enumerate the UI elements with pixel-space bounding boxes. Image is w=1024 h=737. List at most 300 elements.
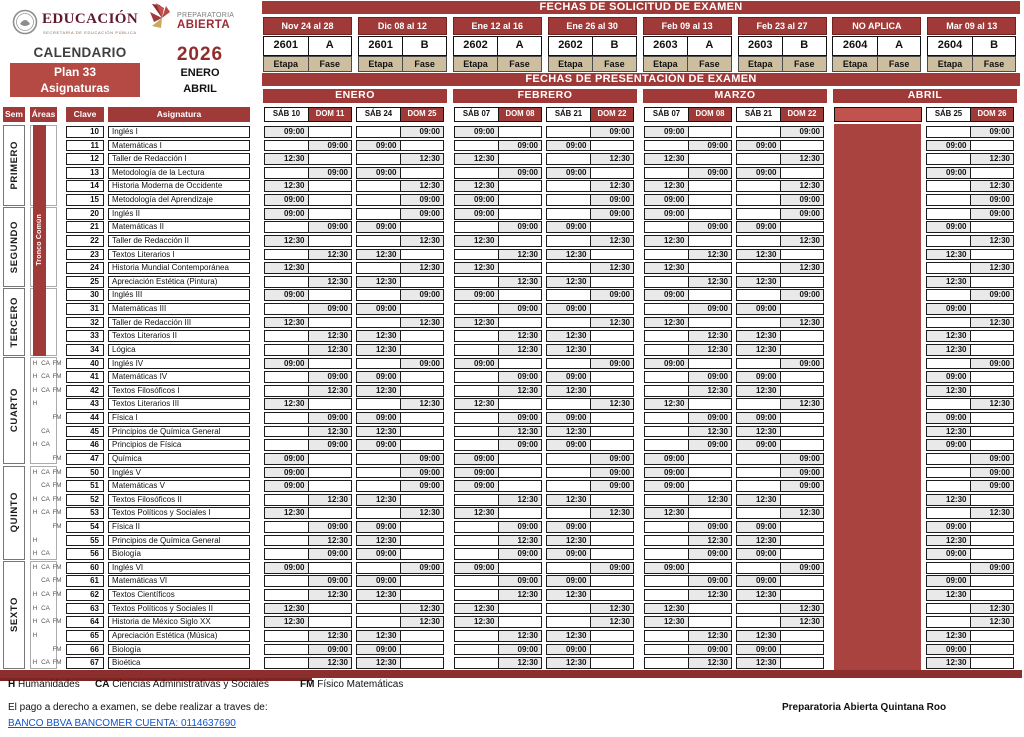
time-cell: [356, 235, 401, 247]
time-cell: [590, 412, 635, 424]
time-cell: [308, 235, 353, 247]
time-cell: [644, 330, 689, 342]
schedule-row: [0, 221, 1024, 233]
asignatura-cell: Textos Filosóficos I: [108, 385, 250, 397]
time-cell: [400, 344, 445, 356]
clave-cell: 34: [66, 344, 104, 356]
saturday-column-header: SÁB 10: [264, 107, 309, 122]
schedule-row: [0, 330, 1024, 342]
time-cell: 12:30: [356, 630, 401, 642]
time-cell: [590, 371, 635, 383]
time-cell: 09:00: [308, 412, 353, 424]
time-cell: [688, 180, 733, 192]
time-cell: [926, 317, 971, 329]
time-cell: 09:00: [498, 303, 543, 315]
time-cell: 12:30: [970, 616, 1015, 628]
clave-cell: 50: [66, 467, 104, 479]
time-cell: 12:30: [926, 589, 971, 601]
area-tag-h: H: [32, 591, 38, 599]
time-cell: [688, 289, 733, 301]
time-cell: [780, 426, 825, 438]
time-cell: [926, 358, 971, 370]
time-cell: 12:30: [736, 535, 781, 547]
time-cell: [780, 657, 825, 669]
time-cell: [546, 194, 591, 206]
time-cell: 12:30: [264, 153, 309, 165]
time-cell: [454, 167, 499, 179]
time-cell: 09:00: [970, 208, 1015, 220]
time-cell: [400, 140, 445, 152]
time-cell: 12:30: [308, 630, 353, 642]
time-cell: 09:00: [308, 167, 353, 179]
area-tag-fm: FM: [52, 563, 62, 571]
time-cell: [926, 467, 971, 479]
time-cell: [644, 385, 689, 397]
time-cell: [590, 330, 635, 342]
schedule-row: [0, 180, 1024, 192]
area-tag-fm: FM: [52, 618, 62, 626]
solicitud-date-range: Feb 23 al 27: [738, 17, 827, 35]
area-tag-h: H: [32, 604, 38, 612]
time-cell: 12:30: [970, 262, 1015, 274]
semester-label: SEXTO: [8, 597, 20, 633]
asignatura-cell: Biología: [108, 548, 250, 560]
asignatura-cell: Física I: [108, 412, 250, 424]
time-cell: 12:30: [688, 630, 733, 642]
time-cell: [498, 153, 543, 165]
time-cell: 09:00: [688, 439, 733, 451]
time-cell: 12:30: [356, 657, 401, 669]
time-cell: 12:30: [400, 153, 445, 165]
time-cell: [400, 412, 445, 424]
time-cell: [264, 167, 309, 179]
time-cell: [780, 589, 825, 601]
time-cell: [736, 603, 781, 615]
time-cell: 09:00: [926, 167, 971, 179]
time-cell: 12:30: [356, 535, 401, 547]
time-cell: 09:00: [926, 548, 971, 560]
time-cell: [454, 221, 499, 233]
time-cell: [546, 208, 591, 220]
time-cell: 12:30: [644, 507, 689, 519]
clave-cell: 41: [66, 371, 104, 383]
time-cell: 09:00: [926, 439, 971, 451]
clave-cell: 63: [66, 603, 104, 615]
time-cell: [308, 603, 353, 615]
time-cell: [736, 208, 781, 220]
time-cell: 12:30: [356, 494, 401, 506]
time-cell: 09:00: [498, 644, 543, 656]
time-cell: [780, 221, 825, 233]
etapa-value: 2603: [643, 36, 689, 56]
fase-value: B: [972, 36, 1017, 56]
area-tag-fm: FM: [52, 414, 62, 422]
clave-cell: 66: [66, 644, 104, 656]
semester-label: CUARTO: [8, 388, 20, 433]
time-cell: 09:00: [400, 467, 445, 479]
time-cell: 12:30: [970, 507, 1015, 519]
time-cell: [926, 507, 971, 519]
time-cell: [356, 453, 401, 465]
time-cell: 09:00: [736, 575, 781, 587]
time-cell: 12:30: [736, 589, 781, 601]
time-cell: 12:30: [926, 276, 971, 288]
time-cell: [780, 371, 825, 383]
clave-cell: 12: [66, 153, 104, 165]
time-cell: [736, 317, 781, 329]
time-cell: 09:00: [498, 521, 543, 533]
time-cell: [454, 371, 499, 383]
time-cell: [644, 575, 689, 587]
time-cell: 09:00: [264, 453, 309, 465]
time-cell: 09:00: [688, 371, 733, 383]
time-cell: 12:30: [264, 616, 309, 628]
time-cell: [970, 630, 1015, 642]
time-cell: [644, 276, 689, 288]
schedule-row: [0, 289, 1024, 301]
time-cell: 12:30: [546, 630, 591, 642]
time-cell: 09:00: [454, 194, 499, 206]
etapa-label: Etapa: [453, 56, 499, 73]
time-cell: 12:30: [498, 330, 543, 342]
clave-cell: 45: [66, 426, 104, 438]
time-cell: [688, 562, 733, 574]
sunday-column-header: DOM 25: [400, 107, 444, 122]
etapa-value: 2604: [927, 36, 973, 56]
schedule-row: [0, 398, 1024, 410]
solicitud-date-range: Feb 09 al 13: [643, 17, 732, 35]
time-cell: [736, 398, 781, 410]
month-header: MARZO: [643, 89, 827, 103]
clave-cell: 22: [66, 235, 104, 247]
time-cell: [356, 467, 401, 479]
asignatura-cell: Textos Científicos: [108, 589, 250, 601]
time-cell: [688, 262, 733, 274]
time-cell: 09:00: [970, 358, 1015, 370]
time-cell: 09:00: [926, 575, 971, 587]
time-cell: 09:00: [688, 521, 733, 533]
month-header: ABRIL: [833, 89, 1017, 103]
time-cell: [926, 235, 971, 247]
time-cell: 12:30: [264, 603, 309, 615]
semester-label: QUINTO: [8, 492, 20, 533]
area-tag-h: H: [32, 631, 38, 639]
asignatura-cell: Lógica: [108, 344, 250, 356]
schedule-row: [0, 535, 1024, 547]
time-cell: 12:30: [308, 276, 353, 288]
time-cell: [780, 548, 825, 560]
time-cell: [400, 535, 445, 547]
time-cell: 12:30: [590, 616, 635, 628]
time-cell: 12:30: [644, 262, 689, 274]
time-cell: [546, 262, 591, 274]
bank-account-link[interactable]: BANCO BBVA BANCOMER CUENTA: 0114637690: [8, 718, 236, 729]
area-tag-ca: CA: [41, 659, 50, 667]
etapa-value: 2602: [548, 36, 594, 56]
clave-cell: 15: [66, 194, 104, 206]
time-cell: 12:30: [926, 535, 971, 547]
time-cell: [926, 262, 971, 274]
schedule-row: [0, 589, 1024, 601]
time-cell: [356, 480, 401, 492]
time-cell: [780, 535, 825, 547]
fase-value: A: [497, 36, 542, 56]
time-cell: [546, 235, 591, 247]
time-cell: 12:30: [454, 603, 499, 615]
time-cell: [970, 521, 1015, 533]
clave-cell: 52: [66, 494, 104, 506]
time-cell: 09:00: [356, 412, 401, 424]
area-tag-ca: CA: [41, 468, 50, 476]
schedule-row: [0, 521, 1024, 533]
time-cell: [454, 589, 499, 601]
time-cell: 09:00: [356, 644, 401, 656]
time-cell: 12:30: [308, 344, 353, 356]
time-cell: 09:00: [970, 480, 1015, 492]
time-cell: 09:00: [454, 208, 499, 220]
time-cell: 12:30: [400, 235, 445, 247]
time-cell: 12:30: [546, 589, 591, 601]
time-cell: [926, 398, 971, 410]
time-cell: 12:30: [264, 398, 309, 410]
time-cell: 09:00: [590, 126, 635, 138]
time-cell: [970, 330, 1015, 342]
no-aplica-header-cell: [834, 107, 922, 122]
time-cell: 09:00: [780, 194, 825, 206]
etapa-label: Etapa: [263, 56, 309, 73]
sep-seal-icon: [12, 9, 38, 35]
time-cell: 12:30: [546, 657, 591, 669]
etapa-label: Etapa: [643, 56, 689, 73]
time-cell: [926, 208, 971, 220]
asignatura-cell: Bioética: [108, 657, 250, 669]
time-cell: [970, 303, 1015, 315]
time-cell: 09:00: [546, 221, 591, 233]
clave-cell: 61: [66, 575, 104, 587]
time-cell: 12:30: [308, 330, 353, 342]
time-cell: [400, 167, 445, 179]
asignatura-cell: Taller de Redacción II: [108, 235, 250, 247]
time-cell: 09:00: [590, 194, 635, 206]
etapa-value: 2604: [832, 36, 878, 56]
semester-label: PRIMERO: [8, 141, 20, 190]
time-cell: [264, 412, 309, 424]
time-cell: [308, 507, 353, 519]
time-cell: [400, 385, 445, 397]
fase-value: A: [687, 36, 732, 56]
period-start-label: ENERO: [180, 67, 220, 79]
time-cell: 09:00: [308, 140, 353, 152]
time-cell: [780, 167, 825, 179]
time-cell: 09:00: [780, 289, 825, 301]
time-cell: 09:00: [780, 453, 825, 465]
org-name: Preparatoria Abierta Quintana Roo: [782, 702, 947, 713]
time-cell: 09:00: [264, 289, 309, 301]
time-cell: [590, 630, 635, 642]
time-cell: [308, 358, 353, 370]
area-tag-fm: FM: [52, 359, 62, 367]
clave-cell: 43: [66, 398, 104, 410]
fase-label: Fase: [877, 56, 922, 73]
time-cell: [546, 358, 591, 370]
time-cell: 09:00: [688, 140, 733, 152]
time-cell: 09:00: [454, 467, 499, 479]
schedule-row: [0, 548, 1024, 560]
time-cell: 12:30: [780, 153, 825, 165]
legend-label: Físico Matemáticas: [314, 679, 404, 690]
time-cell: 09:00: [400, 358, 445, 370]
time-cell: [498, 562, 543, 574]
time-cell: 12:30: [308, 426, 353, 438]
time-cell: [590, 303, 635, 315]
time-cell: 12:30: [688, 589, 733, 601]
time-cell: [736, 453, 781, 465]
time-cell: 09:00: [498, 221, 543, 233]
time-cell: 09:00: [356, 167, 401, 179]
time-cell: 09:00: [546, 439, 591, 451]
time-cell: 12:30: [356, 385, 401, 397]
time-cell: 09:00: [926, 140, 971, 152]
time-cell: [400, 589, 445, 601]
time-cell: 09:00: [454, 358, 499, 370]
time-cell: 09:00: [498, 548, 543, 560]
time-cell: 12:30: [688, 330, 733, 342]
time-cell: [400, 330, 445, 342]
time-cell: [308, 317, 353, 329]
time-cell: [400, 630, 445, 642]
time-cell: 12:30: [688, 494, 733, 506]
sunday-column-header: DOM 26: [970, 107, 1014, 122]
time-cell: 09:00: [644, 562, 689, 574]
time-cell: [498, 507, 543, 519]
time-cell: [926, 603, 971, 615]
time-cell: [546, 453, 591, 465]
time-cell: [356, 562, 401, 574]
time-cell: [264, 140, 309, 152]
time-cell: 09:00: [590, 289, 635, 301]
time-cell: [644, 589, 689, 601]
time-cell: [736, 467, 781, 479]
time-cell: 09:00: [926, 303, 971, 315]
area-tag-ca: CA: [41, 441, 50, 449]
area-tag-h: H: [32, 536, 38, 544]
asignatura-cell: Metodología del Aprendizaje: [108, 194, 250, 206]
sep-logo: [12, 6, 144, 42]
time-cell: [970, 371, 1015, 383]
time-cell: [970, 535, 1015, 547]
time-cell: 12:30: [356, 344, 401, 356]
asignatura-cell: Matemáticas VI: [108, 575, 250, 587]
time-cell: 12:30: [400, 616, 445, 628]
time-cell: 09:00: [688, 575, 733, 587]
time-cell: [590, 575, 635, 587]
time-cell: 12:30: [308, 535, 353, 547]
time-cell: [780, 575, 825, 587]
clave-cell: 67: [66, 657, 104, 669]
time-cell: 12:30: [308, 657, 353, 669]
fase-value: B: [402, 36, 447, 56]
etapa-value: 2603: [738, 36, 784, 56]
time-cell: 12:30: [498, 494, 543, 506]
area-tag-h: H: [32, 468, 38, 476]
time-cell: 12:30: [454, 180, 499, 192]
area-tag-ca: CA: [41, 550, 50, 558]
time-cell: [498, 262, 543, 274]
clave-cell: 60: [66, 562, 104, 574]
time-cell: [454, 630, 499, 642]
time-cell: 09:00: [546, 412, 591, 424]
time-cell: [454, 521, 499, 533]
schedule-row: [0, 657, 1024, 669]
time-cell: 12:30: [590, 180, 635, 192]
time-cell: [264, 276, 309, 288]
time-cell: 12:30: [356, 589, 401, 601]
time-cell: [264, 521, 309, 533]
time-cell: [400, 575, 445, 587]
time-cell: 09:00: [644, 480, 689, 492]
time-cell: 09:00: [590, 208, 635, 220]
schedule-row: [0, 507, 1024, 519]
time-cell: 12:30: [308, 494, 353, 506]
time-cell: 12:30: [454, 262, 499, 274]
legend-label: Humanidades: [15, 679, 80, 690]
legend-abbr: FM: [300, 679, 315, 690]
time-cell: [590, 644, 635, 656]
time-cell: [736, 153, 781, 165]
time-cell: 12:30: [400, 398, 445, 410]
time-cell: 12:30: [970, 153, 1015, 165]
time-cell: 09:00: [546, 167, 591, 179]
clave-cell: 65: [66, 630, 104, 642]
time-cell: [498, 603, 543, 615]
time-cell: 09:00: [736, 644, 781, 656]
time-cell: 12:30: [356, 276, 401, 288]
col-header-clave: Clave: [66, 107, 104, 122]
time-cell: [590, 426, 635, 438]
clave-cell: 14: [66, 180, 104, 192]
time-cell: [736, 507, 781, 519]
prepa-wordmark-bottom: ABIERTA: [177, 19, 231, 31]
time-cell: [308, 562, 353, 574]
time-cell: [308, 262, 353, 274]
clave-cell: 33: [66, 330, 104, 342]
time-cell: [454, 303, 499, 315]
time-cell: [264, 548, 309, 560]
time-cell: [970, 548, 1015, 560]
time-cell: [970, 575, 1015, 587]
time-cell: 12:30: [970, 180, 1015, 192]
time-cell: [780, 630, 825, 642]
schedule-row: [0, 453, 1024, 465]
time-cell: 12:30: [400, 603, 445, 615]
schedule-row: [0, 167, 1024, 179]
time-cell: 12:30: [498, 535, 543, 547]
time-cell: 12:30: [590, 603, 635, 615]
time-cell: [454, 140, 499, 152]
time-cell: 09:00: [590, 480, 635, 492]
plan-line2: Asignaturas: [40, 80, 110, 95]
time-cell: [264, 330, 309, 342]
time-cell: 12:30: [644, 603, 689, 615]
time-cell: 12:30: [970, 235, 1015, 247]
clave-cell: 56: [66, 548, 104, 560]
asignatura-cell: Matemáticas III: [108, 303, 250, 315]
time-cell: [454, 344, 499, 356]
area-tag-fm: FM: [52, 509, 62, 517]
time-cell: 12:30: [546, 535, 591, 547]
time-cell: 09:00: [970, 467, 1015, 479]
time-cell: [926, 562, 971, 574]
